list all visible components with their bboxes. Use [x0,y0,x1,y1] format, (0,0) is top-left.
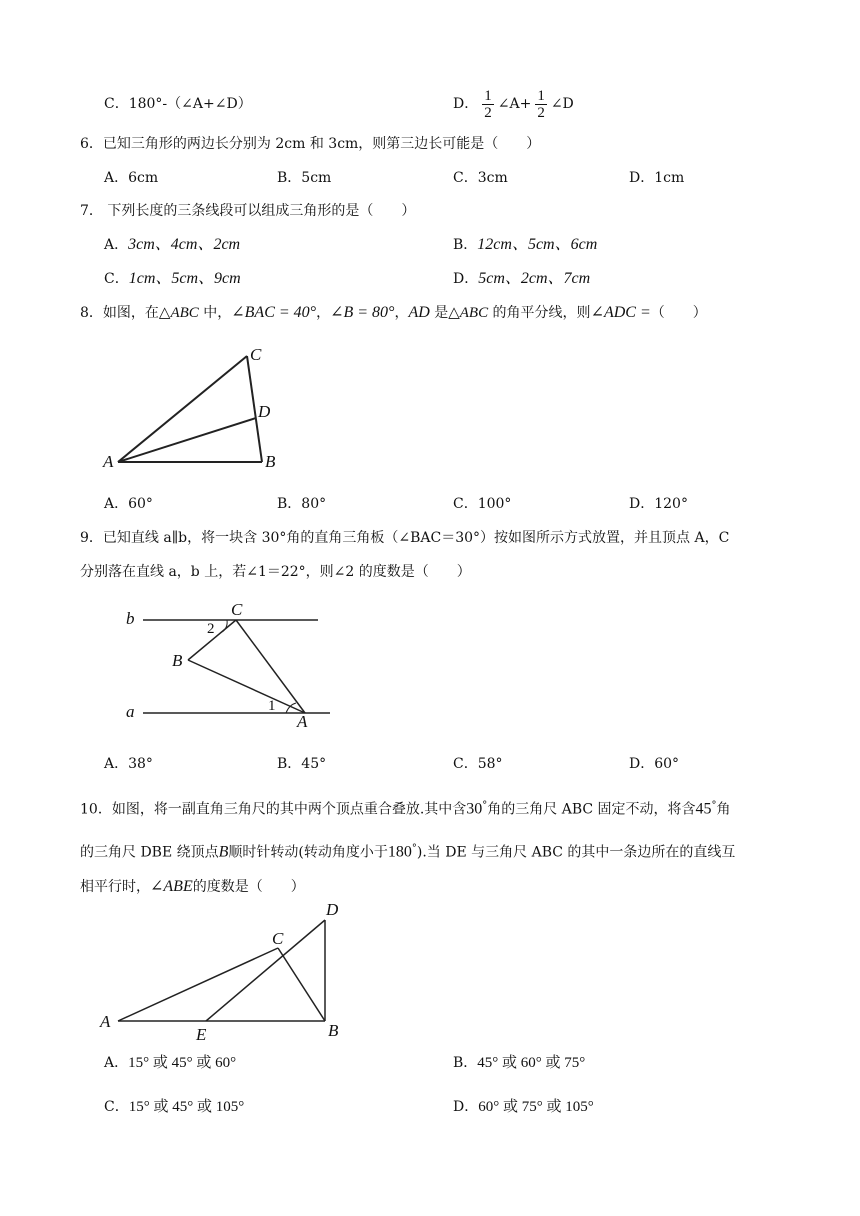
q6-option-c[interactable]: C．3cm [453,170,508,186]
q8-option-b[interactable]: B．80° [277,496,327,512]
stem-text: ， [316,305,331,321]
vertex-label-c: C [231,600,243,619]
option-text: 60° 或 75° 或 105° [478,1099,594,1115]
angle-value: 45 [695,800,712,818]
vertex-label-c: C [250,345,262,364]
stem-text: 相平行时， [80,879,150,895]
triangle-symbol: △ABC [448,305,489,321]
vertex-label-a: A [297,712,308,731]
option-text: 15° 或 45° 或 60° [128,1055,237,1071]
fraction-numerator: 1 [484,87,492,104]
stem-text: 是 [429,305,449,321]
stem-text: ).当 DE 与三角尺 ABC 的其中一条边所在的直线互 [416,844,736,861]
option-prefix: A． [104,237,129,253]
option-text: 5cm、2cm、7cm [478,270,591,287]
vertex-label-b: B [172,651,183,670]
option-prefix: D． [453,1099,479,1115]
q9-stem-line-2: 分别落在直线 a，b 上，若∠1＝22°，则∠2 的度数是（ ） [80,564,471,580]
vertex-label-d: D [258,402,271,421]
q5-option-d-end: ∠D [550,96,574,112]
q6-option-d[interactable]: D．1cm [629,170,685,186]
triangle-symbol: △ABC [158,305,199,321]
angle-expression: ∠ADC = [590,304,651,321]
q10-option-a[interactable] [104,1053,236,1073]
fraction-numerator: 1 [537,87,545,104]
q9-option-a[interactable]: A．38° [104,756,153,772]
stem-text: 的度数是（ ） [192,879,305,895]
stem-text: 角的三角尺 ABC 固定不动，将含 [487,801,696,818]
q6-option-b[interactable]: B．5cm [277,170,332,186]
option-text: 15° 或 45° 或 105° [128,1099,245,1115]
degree-sign: ° [482,800,488,811]
stem-text: 顺时针转动(转动角度小于 [228,844,388,861]
angle-label-2: 2 [207,621,215,637]
vertex-label-c: C [272,929,284,948]
stem-text: 8．如图，在 [80,305,159,321]
q9-option-d[interactable]: D．60° [629,756,680,772]
stem-text: 的三角尺 DBE 绕顶点 [80,844,219,861]
q9-option-c[interactable]: C．58° [453,756,503,772]
q10-option-b[interactable] [453,1053,585,1073]
stem-text: 10．如图，将一副直角三角尺的其中两个顶点重合叠放.其中含 [80,801,467,818]
line-label-b: b [126,609,135,628]
q10-option-c[interactable] [104,1097,244,1117]
q9-stem-line-1: 9．已知直线 a∥b，将一块含 30°角的直角三角板（∠BAC＝30°）按如图所示方式放置，并且顶点 A，C [80,530,730,546]
answer-blank: （ ） [650,305,707,321]
degree-sign: ° [411,843,417,854]
vertex-label-d: D [326,900,339,919]
fraction-denominator: 2 [484,104,492,121]
option-prefix: B． [453,237,478,253]
option-text: 3cm、4cm、2cm [128,236,241,253]
vertex-label-b: B [328,1021,339,1040]
option-prefix: B． [453,1055,478,1071]
option-prefix: C． [104,1099,129,1115]
angle-label-1: 1 [268,698,276,714]
vertex-label-a: A [103,452,114,471]
stem-text: 角 [716,801,731,818]
option-text: 12cm、5cm、6cm [477,236,598,253]
segment-name: AD [408,304,430,321]
vertex-name: B [218,843,229,861]
stem-text: ， [394,305,409,321]
angle-expression: ∠ABE [150,878,193,895]
q10-option-d[interactable] [453,1097,594,1117]
stem-text: 的角平分线，则 [488,305,591,321]
q5-option-d-mid: ∠A+ [497,96,532,112]
angle-value: 180 [387,843,412,861]
option-prefix: A． [104,1055,129,1071]
q6-stem: 6．已知三角形的两边长分别为 2cm 和 3cm，则第三边长可能是（ ） [80,136,541,152]
vertex-label-b: B [265,452,276,471]
angle-expression: ∠B = 80° [330,304,395,321]
q6-option-a[interactable]: A．6cm [104,170,159,186]
q9-option-b[interactable]: B．45° [277,756,327,772]
q5-option-c: C．180°-（∠A+∠D） [104,96,252,112]
stem-text: 中， [198,305,232,321]
option-prefix: D． [453,271,479,287]
q8-option-c[interactable]: C．100° [453,496,512,512]
fraction-denominator: 2 [537,104,545,121]
q5-option-d-prefix: D． [453,96,479,112]
angle-value: 30 [466,800,483,818]
vertex-label-e: E [196,1025,207,1044]
degree-sign: ° [711,800,717,811]
angle-expression: ∠BAC = 40° [231,304,317,321]
line-label-a: a [126,702,135,721]
q7-stem: 7． 下列长度的三条线段可以组成三角形的是（ ） [80,203,416,219]
option-prefix: C． [104,271,129,287]
option-text: 1cm、5cm、9cm [128,270,241,287]
option-text: 45° 或 60° 或 75° [477,1055,586,1071]
q8-option-d[interactable]: D．120° [629,496,688,512]
q8-option-a[interactable]: A．60° [104,496,153,512]
vertex-label-a: A [100,1012,111,1031]
